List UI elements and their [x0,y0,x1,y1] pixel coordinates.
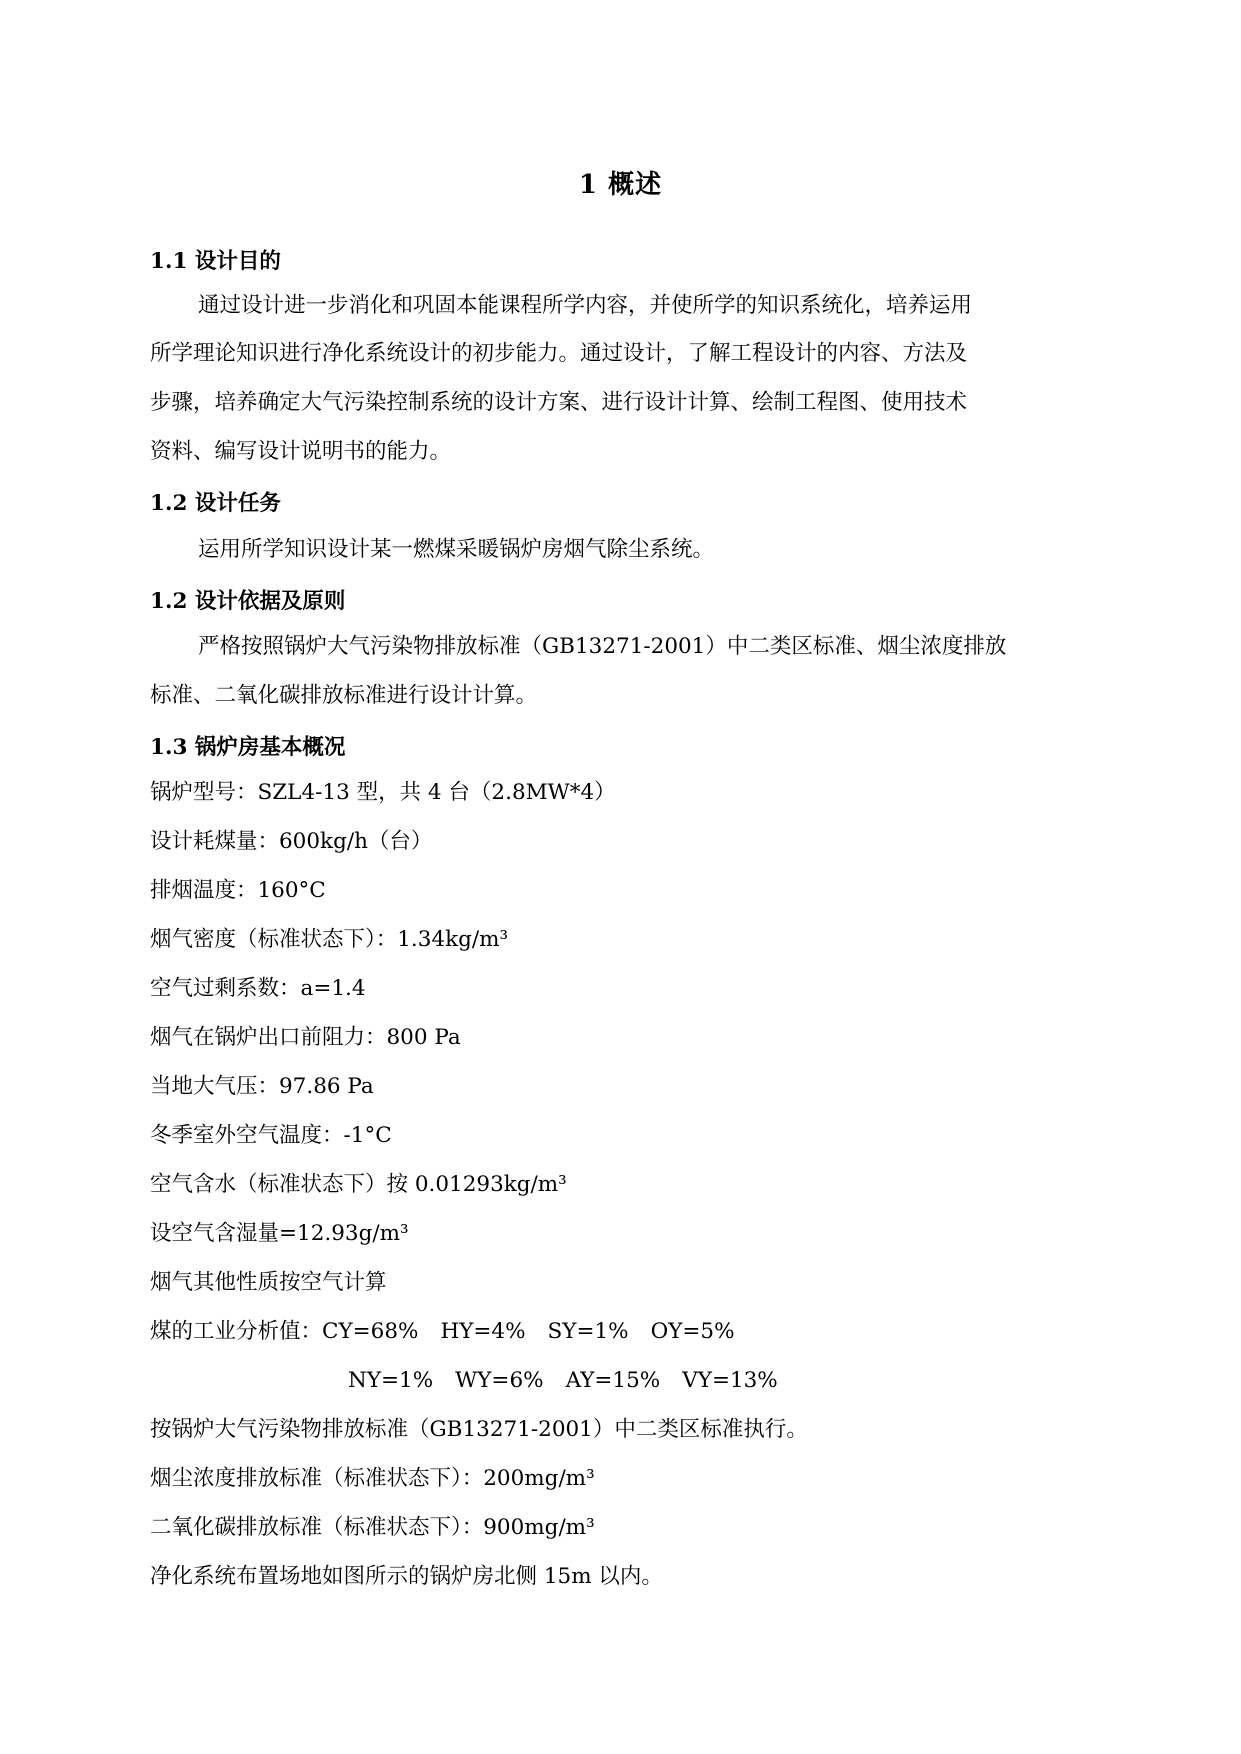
spec-line-winter-temp: 冬季室外空气温度：-1°C [150,1123,392,1148]
spec-line-standard: 按锅炉大气污染物排放标准（GB13271-2001）中二类区标准执行。 [150,1417,808,1442]
chapter-title: 1 概述 [578,170,663,200]
paragraph-line: 标准、二氧化碳排放标准进行设计计算。 [150,683,538,708]
coal-value: VY=13% [682,1368,778,1393]
spec-line-air-humidity: 设空气含湿量=12.93g/m³ [150,1221,409,1246]
spec-line-exhaust-temp: 排烟温度：160°C [150,878,326,903]
spec-line-site-layout: 净化系统布置场地如图所示的锅炉房北侧 15m 以内。 [150,1564,663,1589]
paragraph-line: 运用所学知识设计某一燃煤采暖锅炉房烟气除尘系统。 [198,537,715,562]
coal-value: AY=15% [565,1368,661,1393]
coal-analysis-row-1 [150,1317,735,1347]
paragraph-line: 资料、编写设计说明书的能力。 [150,439,452,464]
coal-value: CY=68% [322,1319,419,1344]
section-heading-design-purpose: 1.1 设计目的 [150,249,281,274]
spec-line-coal-consumption: 设计耗煤量：600kg/h（台） [150,829,433,854]
spec-line-air-water: 空气含水（标准状态下）按 0.01293kg/m³ [150,1172,567,1197]
spec-line-boiler-model: 锅炉型号：SZL4-13 型，共 4 台（2.8MW*4） [150,780,616,805]
spec-line-flue-density: 烟气密度（标准状态下）：1.34kg/m³ [150,927,509,952]
spec-line-excess-air: 空气过剩系数：a=1.4 [150,976,366,1001]
coal-value: OY=5% [650,1319,735,1344]
spec-line-co2-standard: 二氧化碳排放标准（标准状态下）：900mg/m³ [150,1515,595,1540]
paragraph-line: 所学理论知识进行净化系统设计的初步能力。通过设计，了解工程设计的内容、方法及 [150,341,968,366]
coal-value: WY=6% [455,1368,544,1393]
coal-analysis-row-2 [348,1366,778,1396]
section-heading-boiler-overview: 1.3 锅炉房基本概况 [150,735,346,760]
coal-value: HY=4% [440,1319,526,1344]
spec-line-atmospheric-pressure: 当地大气压：97.86 Pa [150,1074,374,1099]
section-heading-design-task: 1.2 设计任务 [150,491,281,516]
coal-analysis-label: 煤的工业分析值： [150,1319,323,1344]
coal-value: NY=1% [348,1368,434,1393]
paragraph-line: 严格按照锅炉大气污染物排放标准（GB13271-2001）中二类区标准、烟尘浓度排放 [198,634,1007,659]
paragraph-line: 通过设计进一步消化和巩固本能课程所学内容，并使所学的知识系统化，培养运用 [198,293,973,318]
paragraph-line: 步骤，培养确定大气污染控制系统的设计方案、进行设计计算、绘制工程图、使用技术 [150,390,968,415]
spec-line-boiler-resistance: 烟气在锅炉出口前阻力：800 Pa [150,1025,461,1050]
coal-value: SY=1% [547,1319,629,1344]
section-heading-design-basis: 1.2 设计依据及原则 [150,589,346,614]
spec-line-dust-standard: 烟尘浓度排放标准（标准状态下）：200mg/m³ [150,1466,595,1491]
spec-line-flue-properties: 烟气其他性质按空气计算 [150,1270,387,1295]
